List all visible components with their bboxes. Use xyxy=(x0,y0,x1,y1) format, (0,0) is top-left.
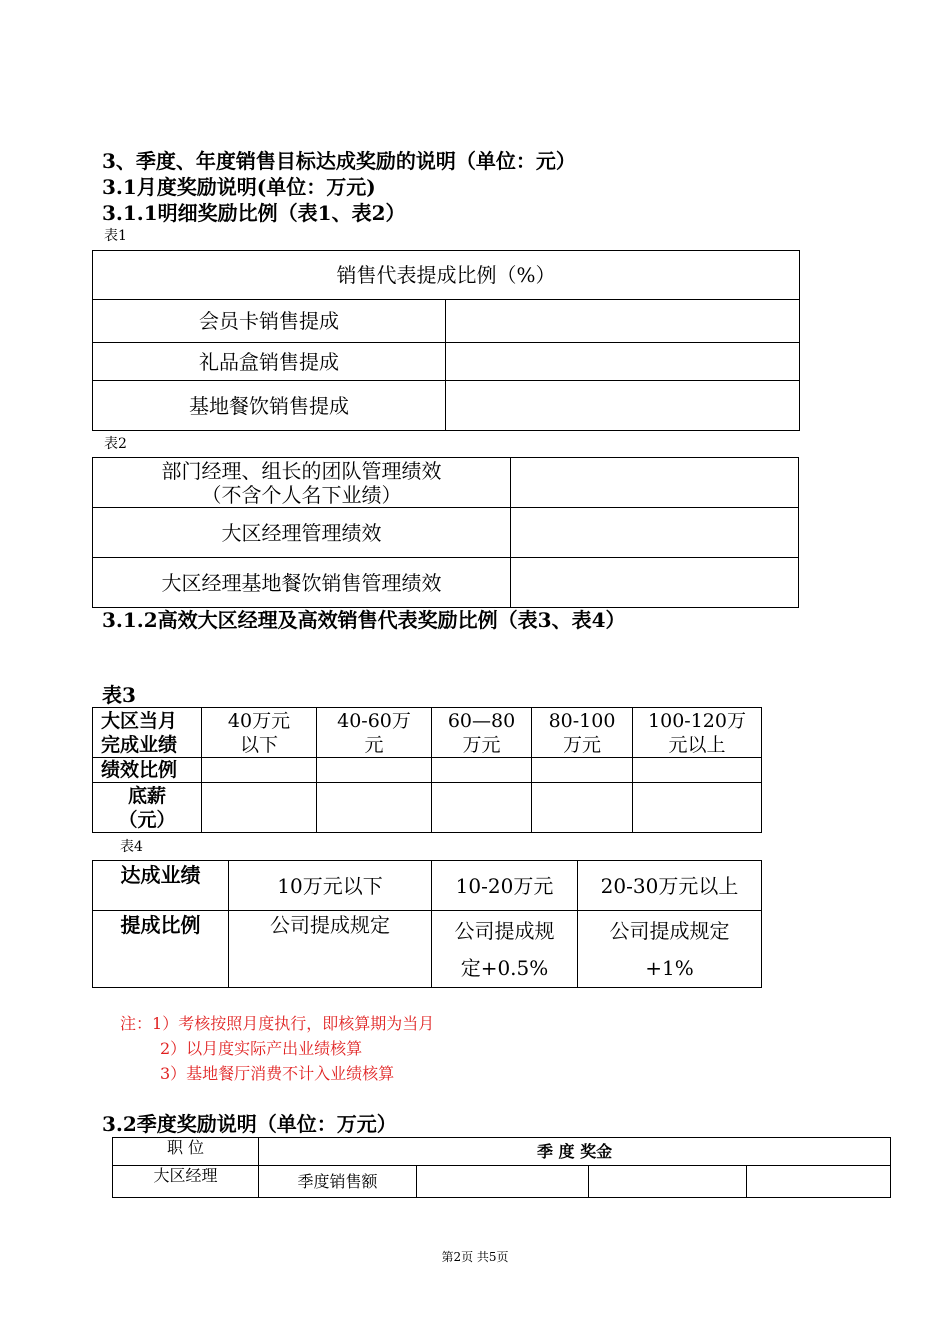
table1 xyxy=(92,250,800,431)
table1-row-label: 礼品盒销售提成 xyxy=(93,343,446,381)
table5-position-header: 职 位 xyxy=(113,1138,259,1166)
table4-cell: 10万元以下 xyxy=(229,861,432,911)
note-item: 2）以月度实际产出业绩核算 xyxy=(160,1039,363,1058)
table1-row-label: 基地餐饮销售提成 xyxy=(93,381,446,431)
table3-cell xyxy=(532,758,633,783)
table1-caption: 表1 xyxy=(104,228,127,244)
table4 xyxy=(92,860,762,988)
table3-cell xyxy=(317,758,432,783)
table4-cell: 10-20万元 xyxy=(432,861,578,911)
table3-cell xyxy=(532,783,633,833)
section-heading-3-1-1: 3.1.1明细奖励比例（表1、表2） xyxy=(102,201,406,225)
table5-cell: 季度销售额 xyxy=(259,1166,417,1198)
table4-cell: 公司提成规定 +1% xyxy=(578,911,762,988)
table3-col-header: 40-60万 元 xyxy=(317,708,432,758)
table3-col-header: 80-100 万元 xyxy=(532,708,633,758)
table3-cell xyxy=(202,758,317,783)
table1-cell xyxy=(446,381,800,431)
table2-row-label: 部门经理、组长的团队管理绩效 （不含个人名下业绩） xyxy=(93,458,511,508)
table2-cell xyxy=(511,508,799,558)
table1-header: 销售代表提成比例（%） xyxy=(93,251,800,300)
table3-cell xyxy=(432,758,532,783)
page-footer: 第2页 共5页 xyxy=(441,1250,509,1264)
table4-cell: 20-30万元以上 xyxy=(578,861,762,911)
table3 xyxy=(92,707,762,833)
table4-row-header: 提成比例 xyxy=(93,911,229,988)
table1-cell xyxy=(446,343,800,381)
table2 xyxy=(92,457,799,608)
note-item: 3）基地餐厅消费不计入业绩核算 xyxy=(160,1064,395,1083)
section-heading-3: 3、季度、年度销售目标达成奖励的说明（单位：元） xyxy=(102,149,576,173)
section-heading-3-1: 3.1月度奖励说明(单位：万元) xyxy=(102,175,376,199)
table4-cell: 公司提成规定 xyxy=(229,911,432,988)
table2-cell xyxy=(511,558,799,608)
section-heading-3-1-2: 3.1.2高效大区经理及高效销售代表奖励比例（表3、表4） xyxy=(102,608,626,632)
table3-row-header: 大区当月 完成业绩 xyxy=(93,708,202,758)
table3-row-label: 绩效比例 xyxy=(93,758,202,783)
table3-cell xyxy=(633,783,762,833)
table3-cell xyxy=(432,783,532,833)
table2-cell xyxy=(511,458,799,508)
table3-cell xyxy=(633,758,762,783)
table2-row-label: 大区经理基地餐饮销售管理绩效 xyxy=(93,558,511,608)
table5 xyxy=(112,1137,891,1198)
table5-cell xyxy=(589,1166,747,1198)
table5-row-label: 大区经理 xyxy=(113,1166,259,1198)
table4-row-header: 达成业绩 xyxy=(93,861,229,911)
table3-row-label: 底薪 （元） xyxy=(93,783,202,833)
table5-bonus-header: 季 度 奖金 xyxy=(259,1138,891,1166)
notes-prefix: 注： xyxy=(120,1014,153,1033)
table3-col-header: 40万元 以下 xyxy=(202,708,317,758)
table3-caption: 表3 xyxy=(102,683,136,707)
table4-caption: 表4 xyxy=(120,839,143,855)
table1-row-label: 会员卡销售提成 xyxy=(93,300,446,343)
table2-caption: 表2 xyxy=(104,436,127,452)
table1-cell xyxy=(446,300,800,343)
table2-row-label: 大区经理管理绩效 xyxy=(93,508,511,558)
table5-cell xyxy=(417,1166,589,1198)
table3-cell xyxy=(317,783,432,833)
table3-col-header: 100-120万 元以上 xyxy=(633,708,762,758)
table4-cell: 公司提成规 定+0.5% xyxy=(432,911,578,988)
note-item: 1）考核按照月度执行，即核算期为当月 xyxy=(152,1014,435,1033)
section-heading-3-2: 3.2季度奖励说明（单位：万元） xyxy=(102,1112,397,1136)
table3-cell xyxy=(202,783,317,833)
notes xyxy=(120,1011,434,1086)
table5-cell xyxy=(747,1166,891,1198)
table3-col-header: 60—80 万元 xyxy=(432,708,532,758)
